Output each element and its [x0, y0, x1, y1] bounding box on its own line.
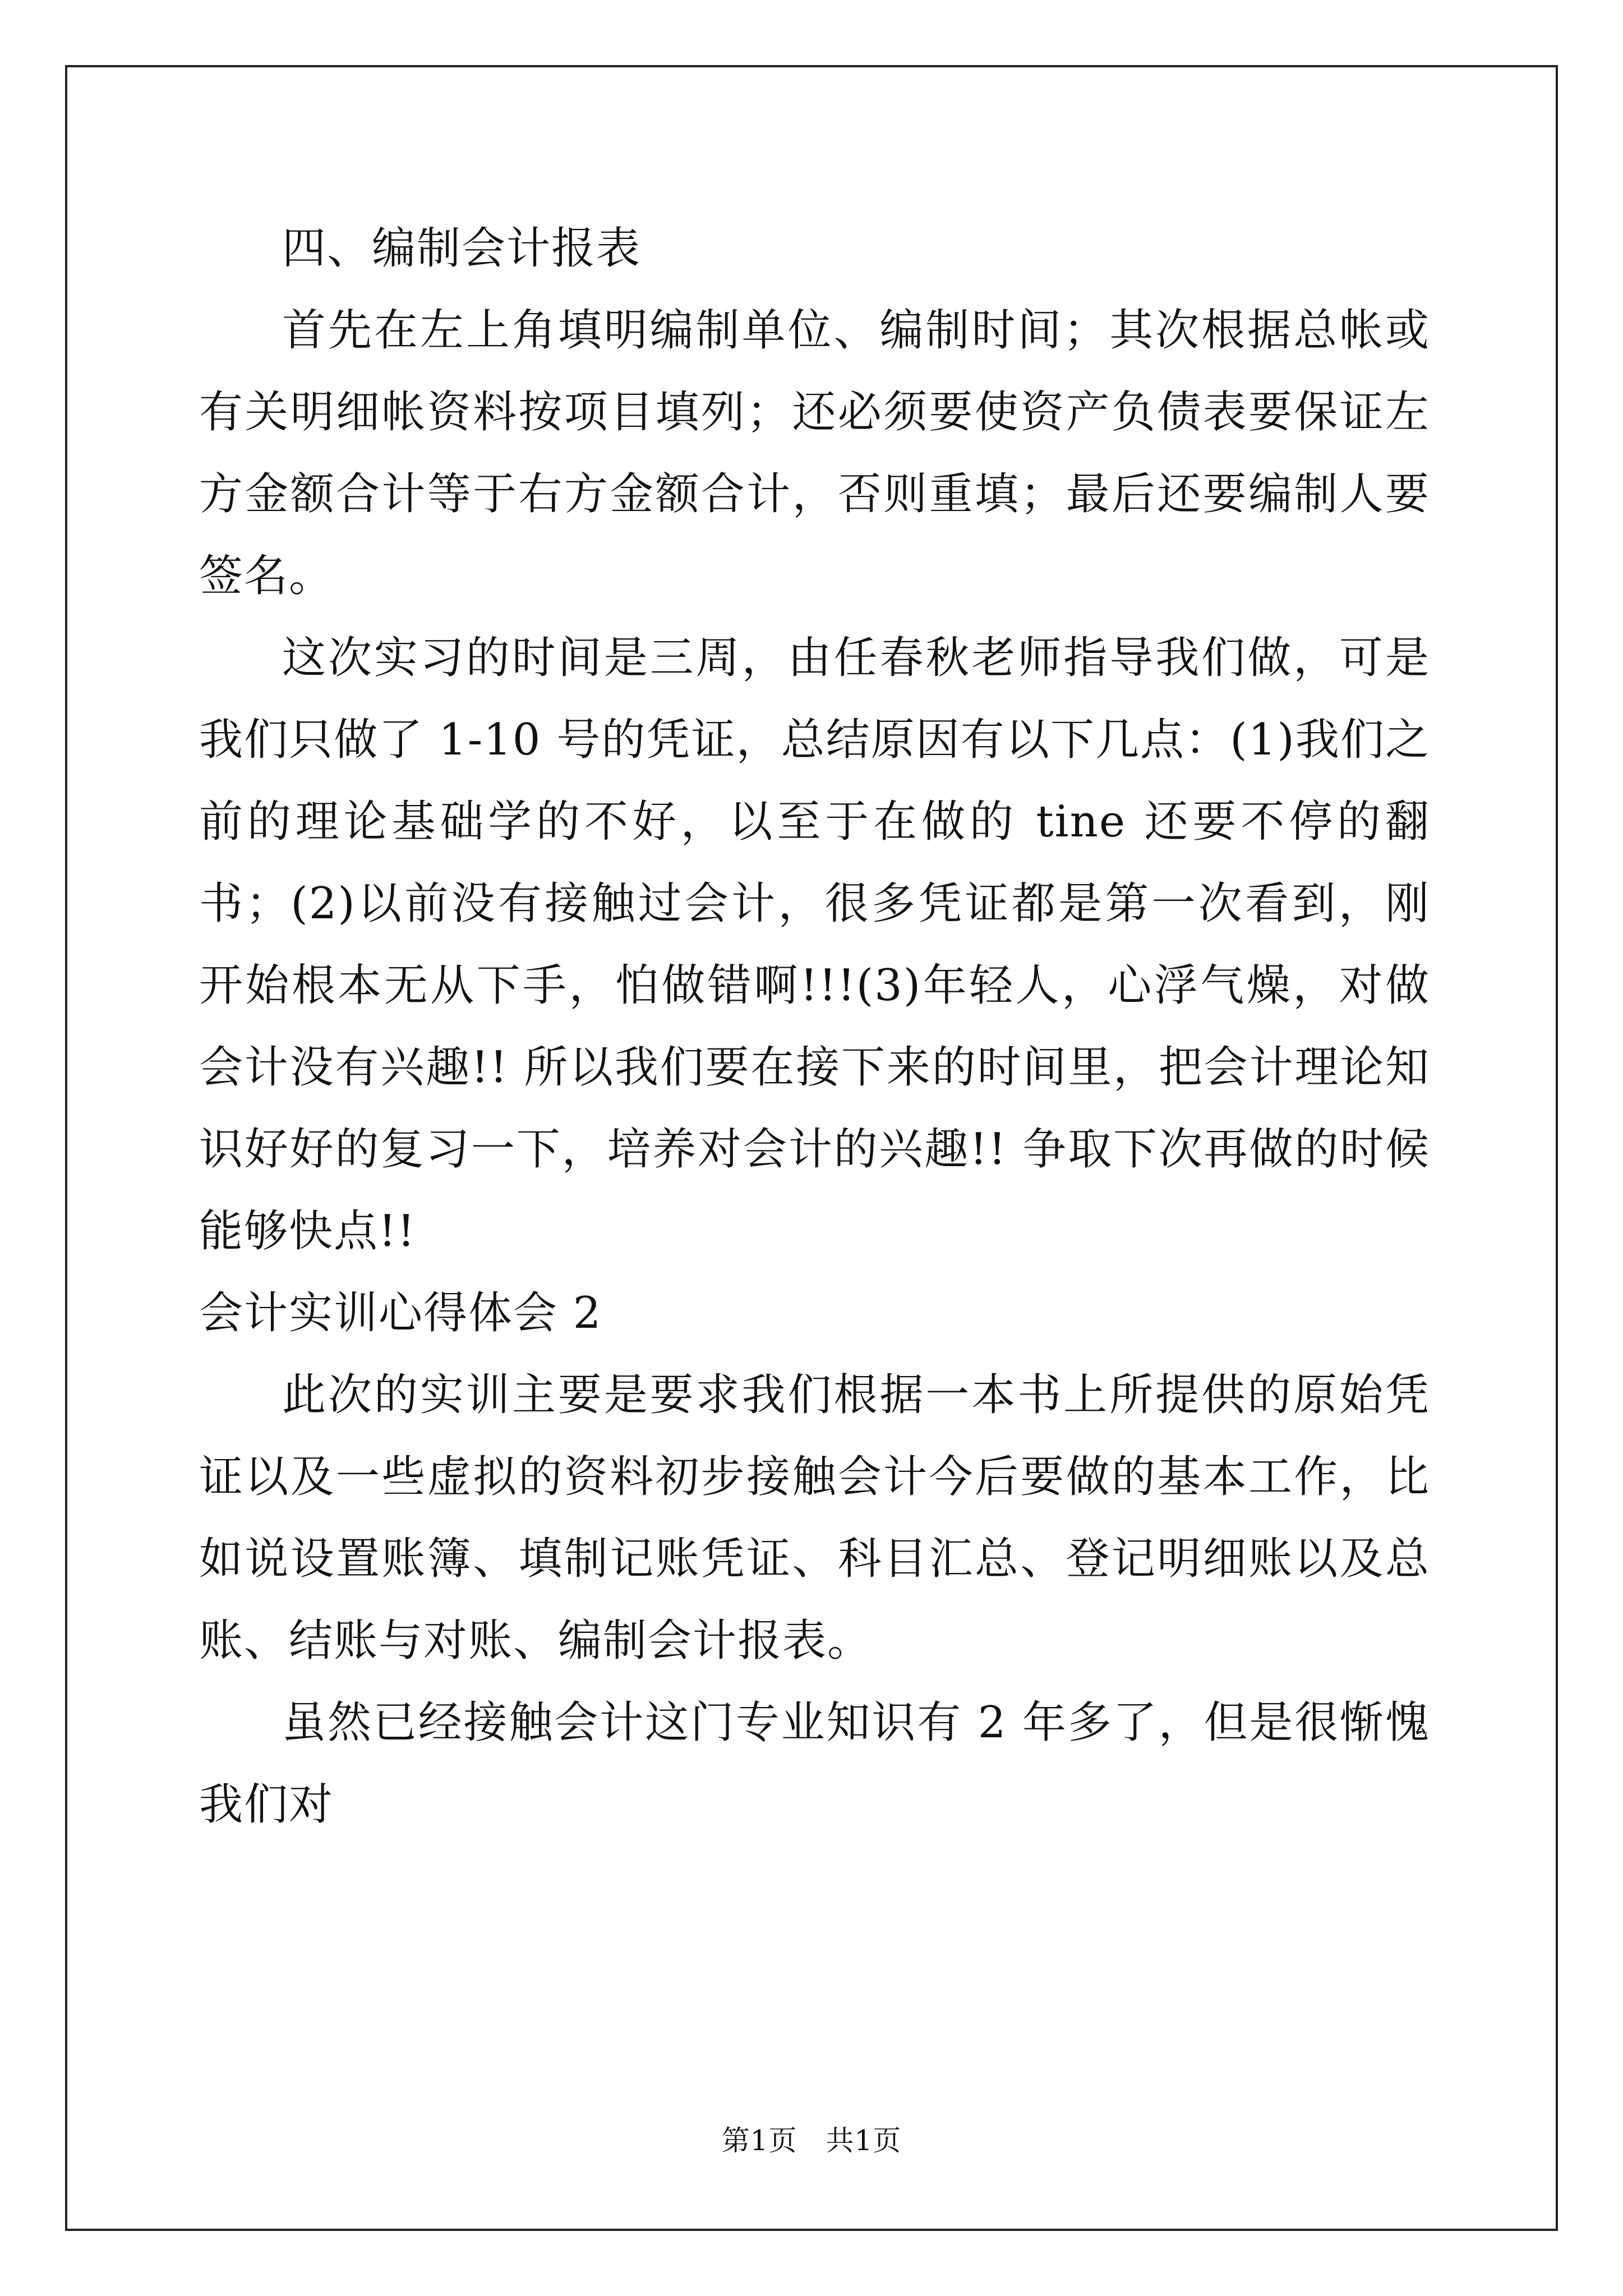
- heading-compile-reports: 四、编制会计报表: [282, 223, 642, 274]
- paragraph-practice-summary: 这次实习的时间是三周，由任春秋老师指导我们做，可是我们只做了 1-10 号的凭证，总结原因有以下几点：(1)我们之前的理论基础学的不好，以至于在做的 tine 还要不停的翻书；(2)以前没有接触过会计，很多凭证都是第一次看到，刚开始根本无从下手，怕做错啊!!!(3)年轻人，心浮气燥，对做会计没有兴趣!! 所以我们要在接下来的时间里，把会计理论知识好好的复习一下，培养对会计的兴趣!! 争取下次再做的时候能够快点!!: [199, 633, 1430, 1257]
- page-number-footer: 第1页 共1页: [721, 2124, 902, 2157]
- paragraph-report-steps: 首先在左上角填明编制单位、编制时间；其次根据总帐或有关明细帐资料按项目填列；还必须要使资产负债表要保证左方金额合计等于右方金额合计，否则重填；最后还要编制人要签名。: [199, 305, 1430, 601]
- section-title-experience-2: 会计实训心得体会 2: [199, 1288, 602, 1338]
- paragraph-training-content: 此次的实训主要是要求我们根据一本书上所提供的原始凭证以及一些虚拟的资料初步接触会计今后要做的基本工作，比如说设置账簿、填制记账凭证、科目汇总、登记明细账以及总账、结账与对账、编制会计报表。: [199, 1370, 1430, 1666]
- document-body: [199, 208, 1430, 1846]
- paragraph-reflection-start: 虽然已经接触会计这门专业知识有 2 年多了，但是很惭愧我们对: [199, 1697, 1430, 1830]
